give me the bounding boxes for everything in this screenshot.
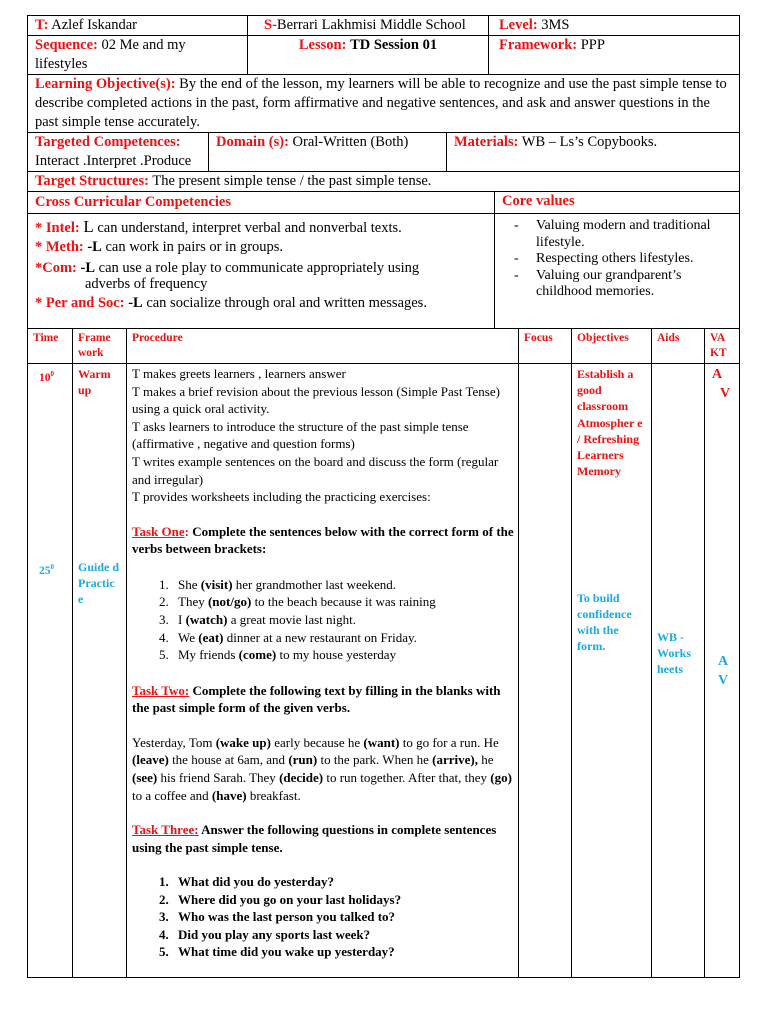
task-three-heading: Task Three: Answer the following questions in complete sentences using the past simple tense. bbox=[132, 822, 497, 855]
task-two-text: Yesterday, Tom (wake up) early because he (want) to go for a run. He (leave) the house at 6am, and (run) to the park. When he (arrive), he (see) his friend Sarah. They (decide) to run together. After that, they (go) to a coffee and (have) breakfast. bbox=[132, 734, 512, 803]
cross-curricular-table bbox=[27, 191, 740, 329]
targeted-competences: Targeted Competences: Interact .Interpret .Produce bbox=[28, 133, 209, 172]
intro-line: T writes example sentences on the board and discuss the form (regular and irregular) bbox=[132, 453, 499, 487]
col-time: Time bbox=[28, 329, 73, 364]
intro-line: T makes a brief revision about the previous lesson (Simple Past Tense) using a quick oral activity. bbox=[132, 383, 500, 417]
focus-cell bbox=[519, 364, 572, 978]
col-objectives: Objectives bbox=[572, 329, 652, 364]
framework-col-cell bbox=[73, 364, 127, 978]
objective-warmup: Establish a good classroom Atmospher e / Refreshing Learners Memory bbox=[577, 367, 643, 479]
framework-cell: Framework: PPP bbox=[489, 36, 740, 75]
core-value-item: - Valuing modern and traditional lifestyle. bbox=[524, 218, 732, 251]
sentence-item: 3. I (watch) a great movie last night. bbox=[172, 611, 514, 629]
core-values-list bbox=[495, 214, 740, 329]
objective-guided: To build confidence with the form. bbox=[577, 591, 632, 653]
task-three-questions bbox=[132, 873, 514, 961]
col-aids: Aids bbox=[652, 329, 705, 364]
question-item: 4. Did you play any sports last week? bbox=[172, 926, 514, 944]
intro-line: T asks learners to introduce the structure of the past simple tense (affirmative , negative and question forms) bbox=[132, 418, 469, 452]
target-structures: Target Structures: The present simple tense / the past simple tense. bbox=[28, 172, 740, 192]
core-value-item: - Valuing our grandparent’s childhood memories. bbox=[524, 268, 732, 301]
task-one-heading: Task One: Complete the sentences below with the correct form of the verbs between brackets: bbox=[132, 523, 514, 557]
sentence-item: 4. We (eat) dinner at a new restaurant on Friday. bbox=[172, 629, 514, 647]
col-procedure: Procedure bbox=[127, 329, 519, 364]
vakt-a-guided: A bbox=[718, 654, 729, 669]
objectives-cell bbox=[572, 364, 652, 978]
col-vakt: VA KT bbox=[705, 329, 740, 364]
aids-cell bbox=[652, 364, 705, 978]
sequence-cell: Sequence: 02 Me and my lifestyles bbox=[28, 36, 248, 75]
intro-line: T provides worksheets including the practicing exercises: bbox=[132, 489, 431, 505]
col-focus: Focus bbox=[519, 329, 572, 364]
task-two-heading: Task Two: Complete the following text by filling in the blanks with the past simple form of the given verbs. bbox=[132, 682, 501, 716]
domain-cell: Domain (s): Oral-Written (Both) bbox=[209, 133, 447, 172]
aids-worksheets: WB - Works heets bbox=[657, 630, 692, 676]
question-item: 5. What time did you wake up yesterday? bbox=[172, 943, 514, 961]
core-value-item: - Respecting others lifestyles. bbox=[524, 251, 732, 268]
lesson-cell: Lesson: TD Session 01 bbox=[248, 36, 489, 75]
stage-warm-up: Warm up bbox=[78, 367, 111, 398]
procedure-table bbox=[27, 328, 740, 978]
sentence-item: 5. My friends (come) to my house yesterday bbox=[172, 646, 514, 664]
question-item: 2. Where did you go on your last holidays? bbox=[172, 891, 514, 909]
vakt-v-guided: V bbox=[718, 673, 729, 688]
sentence-item: 2. They (not/go) to the beach because it was raining bbox=[172, 593, 514, 611]
competences-table bbox=[27, 132, 740, 192]
question-item: 3. Who was the last person you talked to? bbox=[172, 908, 514, 926]
task-one-sentences bbox=[132, 576, 514, 664]
header-table bbox=[27, 15, 740, 133]
vakt-a-warmup: A bbox=[712, 367, 723, 382]
core-values-heading: Core values bbox=[495, 192, 740, 214]
time-cell bbox=[28, 364, 73, 978]
vakt-v-warmup: V bbox=[720, 386, 731, 401]
time-warmup: $10^0$ bbox=[39, 370, 54, 384]
procedure-cell bbox=[127, 364, 519, 978]
stage-guided-practice: Guide d Practic e bbox=[78, 560, 120, 606]
learning-objective: Learning Objective(s): By the end of the lesson, my learners will be able to recognize and use the past simple tense to describe completed actions in the past, form affirmative and negative sentences, and ask and answer questions in the past simple tense accurately. bbox=[28, 75, 740, 133]
materials-cell: Materials: WB – Ls’s Copybooks. bbox=[447, 133, 740, 172]
col-framework: Frame work bbox=[73, 329, 127, 364]
time-guided: $25^0$ bbox=[39, 563, 54, 577]
cross-curricular-heading: Cross Curricular Competencies bbox=[28, 192, 495, 214]
sentence-item: 1. She (visit) her grandmother last weekend. bbox=[172, 576, 514, 594]
question-item: 1. What did you do yesterday? bbox=[172, 873, 514, 891]
level-cell: Level: 3MS bbox=[489, 16, 740, 36]
intro-steps bbox=[132, 365, 514, 506]
vakt-cell bbox=[705, 364, 740, 978]
cross-curricular-list: * Intel: L can understand, interpret verbal and nonverbal texts. * Meth: -L can work in pairs or in groups. *Com: -L can use a role play to communicate appropriately using adverbs of frequency * Per and Soc: -L can socialize through oral and written messages. bbox=[28, 214, 495, 329]
school-cell: S-Berrari Lakhmisi Middle School bbox=[248, 16, 489, 36]
teacher-cell: T: Azlef Iskandar bbox=[28, 16, 248, 36]
lesson-plan bbox=[27, 15, 739, 978]
intro-line: T makes greets learners , learners answer bbox=[132, 366, 346, 381]
